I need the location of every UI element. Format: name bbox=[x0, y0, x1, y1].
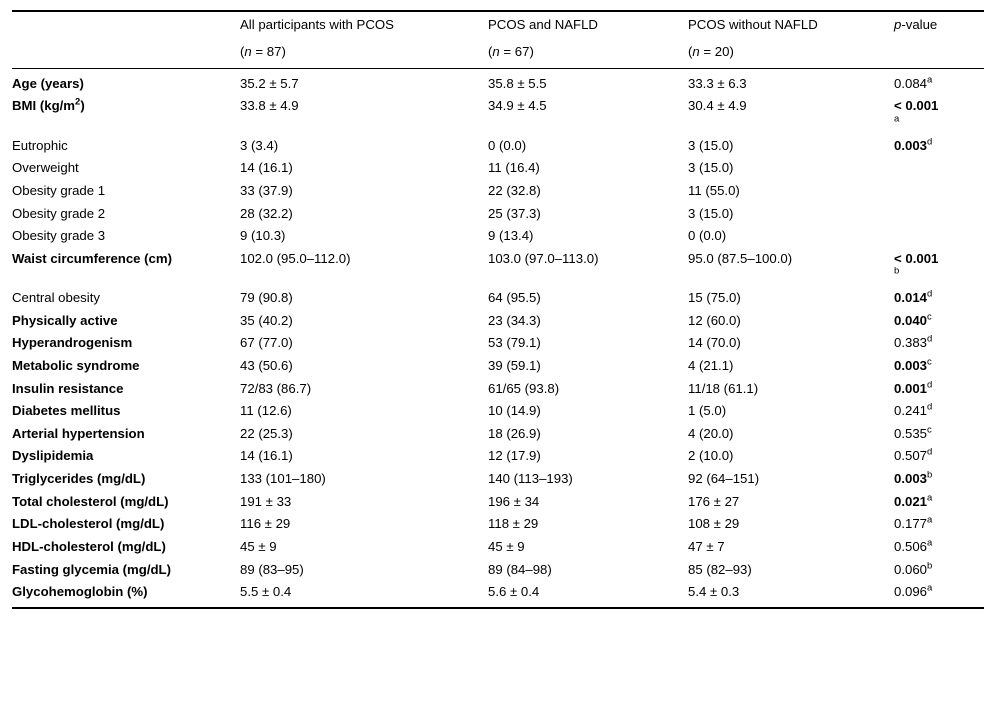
row-value-all: 72/83 (86.7) bbox=[240, 380, 312, 396]
row-value-nafld: 35.8 ± 5.5 bbox=[488, 75, 547, 91]
table-row bbox=[12, 581, 984, 608]
row-label: Central obesity bbox=[12, 290, 100, 306]
row-value-no-nafld: 33.3 ± 6.3 bbox=[688, 75, 747, 91]
row-value-nafld: 12 (17.9) bbox=[488, 448, 541, 464]
row-label: Physically active bbox=[12, 312, 118, 328]
row-value-nafld: 53 (79.1) bbox=[488, 335, 541, 351]
row-value-no-nafld: 108 ± 29 bbox=[688, 516, 740, 532]
row-p-value: 0.021$^a$ bbox=[894, 492, 933, 509]
row-value-no-nafld: 4 (20.0) bbox=[688, 425, 734, 441]
table-row bbox=[12, 135, 984, 158]
row-value-nafld: 5.6 ± 0.4 bbox=[488, 581, 688, 608]
row-p-value bbox=[894, 203, 984, 226]
row-value-no-nafld: 92 (64–151) bbox=[688, 471, 760, 487]
table-header bbox=[12, 11, 984, 68]
row-value-all: 89 (83–95) bbox=[240, 561, 304, 577]
table-row bbox=[12, 536, 984, 559]
row-label: Hyperandrogenism bbox=[12, 335, 133, 351]
row-label: Waist circumference (cm) bbox=[12, 250, 173, 266]
table-row bbox=[12, 180, 984, 203]
row-label: Glycohemoglobin (%) bbox=[12, 581, 240, 608]
table-row bbox=[12, 203, 984, 226]
row-p-value bbox=[894, 157, 984, 180]
table-row bbox=[12, 225, 984, 248]
row-value-nafld: 11 (16.4) bbox=[488, 160, 540, 176]
row-label: Obesity grade 1 bbox=[12, 182, 106, 198]
row-value-nafld: 103.0 (97.0–113.0) bbox=[488, 250, 599, 266]
row-value-all: 28 (32.2) bbox=[240, 205, 293, 221]
row-value-no-nafld: 85 (82–93) bbox=[688, 561, 752, 577]
row-value-no-nafld: 4 (21.1) bbox=[688, 357, 734, 373]
row-value-all: 5.5 ± 0.4 bbox=[240, 581, 488, 608]
row-value-all: 191 ± 33 bbox=[240, 493, 292, 509]
row-p-value: < 0.001 $^b$ bbox=[894, 250, 939, 278]
row-p-value: 0.003$^c$ bbox=[894, 356, 932, 373]
row-p-value: 0.177$^a$ bbox=[894, 514, 933, 532]
table-row bbox=[12, 287, 984, 310]
row-value-nafld: 10 (14.9) bbox=[488, 403, 541, 419]
row-p-value bbox=[894, 225, 984, 248]
row-value-all: 14 (16.1) bbox=[240, 160, 293, 176]
row-p-value: 0.003$^d$ bbox=[894, 136, 933, 153]
row-value-nafld: 23 (34.3) bbox=[488, 312, 541, 328]
row-value-no-nafld: 11/18 (61.1) bbox=[688, 380, 759, 396]
row-value-nafld: 25 (37.3) bbox=[488, 205, 541, 221]
column-header-no-nafld-line2: (n = 20) bbox=[688, 39, 894, 68]
row-value-no-nafld: 3 (15.0) bbox=[688, 160, 734, 176]
row-value-no-nafld: 12 (60.0) bbox=[688, 312, 741, 328]
row-p-value: 0.506$^a$ bbox=[894, 537, 933, 554]
row-value-nafld: 22 (32.8) bbox=[488, 182, 541, 198]
row-p-value bbox=[894, 180, 984, 203]
row-p-value: 0.060$^b$ bbox=[894, 560, 933, 577]
row-value-nafld: 34.9 ± 4.5 bbox=[488, 98, 547, 114]
row-p-value: 0.096$^a$ bbox=[894, 581, 984, 608]
row-value-no-nafld: 3 (15.0) bbox=[688, 137, 734, 153]
column-header-pvalue: p-value bbox=[894, 11, 984, 39]
column-header-all-line1: All participants with PCOS bbox=[240, 11, 488, 39]
row-label: Age (years) bbox=[12, 75, 84, 91]
row-p-value: 0.003$^b$ bbox=[894, 469, 933, 487]
row-p-value: 0.535$^c$ bbox=[894, 424, 932, 441]
row-value-all: 3 (3.4) bbox=[240, 137, 279, 153]
table-header-row-1 bbox=[12, 11, 984, 39]
row-value-nafld: 89 (84–98) bbox=[488, 561, 552, 577]
row-value-nafld: 64 (95.5) bbox=[488, 290, 541, 306]
characteristics-table bbox=[12, 10, 984, 609]
row-value-no-nafld: 5.4 ± 0.3 bbox=[688, 581, 894, 608]
column-header-no-nafld-line1: PCOS without NAFLD bbox=[688, 11, 894, 39]
table-row bbox=[12, 400, 984, 423]
row-label: Metabolic syndrome bbox=[12, 357, 140, 373]
row-value-no-nafld: 47 ± 7 bbox=[688, 538, 725, 554]
row-value-no-nafld: 3 (15.0) bbox=[688, 205, 734, 221]
row-value-no-nafld: 11 (55.0) bbox=[688, 182, 740, 198]
table-row bbox=[12, 355, 984, 378]
column-header-variable-line1 bbox=[12, 11, 240, 39]
row-value-nafld: 61/65 (93.8) bbox=[488, 380, 560, 396]
row-value-all: 22 (25.3) bbox=[240, 425, 293, 441]
row-value-nafld: 196 ± 34 bbox=[488, 493, 540, 509]
row-value-no-nafld: 0 (0.0) bbox=[688, 228, 727, 244]
column-header-pvalue-line2 bbox=[894, 39, 984, 68]
row-label: Arterial hypertension bbox=[12, 425, 145, 441]
row-value-nafld: 18 (26.9) bbox=[488, 425, 541, 441]
table-row bbox=[12, 157, 984, 180]
row-p-value: 0.084$^a$ bbox=[894, 74, 933, 91]
row-label: Dyslipidemia bbox=[12, 448, 94, 464]
row-value-no-nafld: 1 (5.0) bbox=[688, 403, 727, 419]
row-p-value: 0.014$^d$ bbox=[894, 288, 933, 306]
row-label: Fasting glycemia (mg/dL) bbox=[12, 561, 172, 577]
row-label: Overweight bbox=[12, 160, 79, 176]
row-value-all: 79 (90.8) bbox=[240, 290, 293, 306]
row-p-value: 0.001$^d$ bbox=[894, 379, 933, 396]
row-value-nafld: 118 ± 29 bbox=[488, 516, 539, 532]
row-value-no-nafld: 30.4 ± 4.9 bbox=[688, 98, 747, 114]
row-label: Obesity grade 3 bbox=[12, 228, 106, 244]
row-label: HDL-cholesterol (mg/dL) bbox=[12, 538, 166, 554]
row-label: Eutrophic bbox=[12, 137, 68, 153]
row-value-all: 45 ± 9 bbox=[240, 538, 277, 554]
column-header-variable-line2 bbox=[12, 39, 240, 68]
row-value-all: 33 (37.9) bbox=[240, 182, 293, 198]
row-value-no-nafld: 2 (10.0) bbox=[688, 448, 734, 464]
row-value-all: 102.0 (95.0–112.0) bbox=[240, 250, 351, 266]
row-value-all: 133 (101–180) bbox=[240, 471, 326, 487]
column-header-nafld-line1: PCOS and NAFLD bbox=[488, 11, 688, 39]
table-row bbox=[12, 513, 984, 536]
table-row bbox=[12, 559, 984, 582]
row-p-value: 0.507$^d$ bbox=[894, 447, 933, 464]
row-value-all: 67 (77.0) bbox=[240, 335, 293, 351]
row-label: Insulin resistance bbox=[12, 380, 124, 396]
row-value-nafld: 9 (13.4) bbox=[488, 228, 534, 244]
row-value-all: 14 (16.1) bbox=[240, 448, 293, 464]
row-value-all: 116 ± 29 bbox=[240, 516, 291, 532]
table-row bbox=[12, 378, 984, 401]
row-value-all: 43 (50.6) bbox=[240, 357, 293, 373]
row-value-no-nafld: 15 (75.0) bbox=[688, 290, 741, 306]
row-label: Total cholesterol (mg/dL) bbox=[12, 493, 169, 509]
row-value-no-nafld: 95.0 (87.5–100.0) bbox=[688, 250, 793, 266]
table-row bbox=[12, 491, 984, 514]
row-value-nafld: 39 (59.1) bbox=[488, 357, 541, 373]
row-p-value: 0.383$^d$ bbox=[894, 333, 933, 351]
table-header-row-2 bbox=[12, 39, 984, 68]
row-value-all: 35.2 ± 5.7 bbox=[240, 75, 299, 91]
row-label: LDL-cholesterol (mg/dL) bbox=[12, 516, 165, 532]
row-value-nafld: 0 (0.0) bbox=[488, 137, 527, 153]
row-label: Diabetes mellitus bbox=[12, 403, 121, 419]
row-p-value: 0.040$^c$ bbox=[894, 311, 932, 328]
row-value-all: 11 (12.6) bbox=[240, 403, 292, 419]
row-p-value: 0.241$^d$ bbox=[894, 401, 933, 419]
row-value-no-nafld: 176 ± 27 bbox=[688, 493, 740, 509]
row-value-all: 9 (10.3) bbox=[240, 228, 286, 244]
row-value-nafld: 140 (113–193) bbox=[488, 471, 573, 487]
row-value-no-nafld: 14 (70.0) bbox=[688, 335, 741, 351]
column-header-nafld-line2: (n = 67) bbox=[488, 39, 688, 68]
row-label: BMI $(kg/m^2)$ bbox=[12, 97, 85, 114]
row-value-all: 33.8 ± 4.9 bbox=[240, 98, 299, 114]
column-header-all-line2: (n = 87) bbox=[240, 39, 488, 68]
table-row bbox=[12, 68, 984, 95]
table-row bbox=[12, 423, 984, 446]
row-label: Obesity grade 2 bbox=[12, 205, 106, 221]
table-row bbox=[12, 95, 984, 134]
row-value-nafld: 45 ± 9 bbox=[488, 538, 525, 554]
row-label: Triglycerides (mg/dL) bbox=[12, 471, 146, 487]
row-value-all: 35 (40.2) bbox=[240, 312, 293, 328]
row-p-value: < 0.001 $^a$ bbox=[894, 98, 939, 125]
table-row bbox=[12, 332, 984, 355]
table-row bbox=[12, 248, 984, 287]
table-row bbox=[12, 468, 984, 491]
table-body bbox=[12, 68, 984, 608]
table-row bbox=[12, 310, 984, 333]
table-row bbox=[12, 445, 984, 468]
